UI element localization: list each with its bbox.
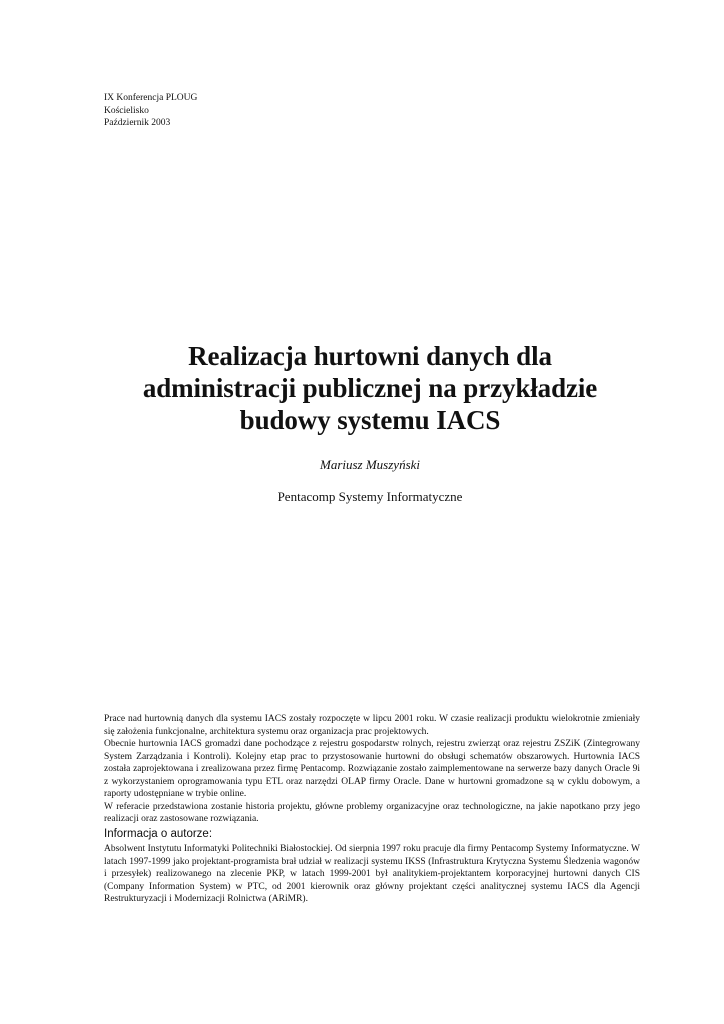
abstract-paragraph: W referacie przedstawiona zostanie historia projektu, główne problemy organizacyjne oraz technologiczne, na jakie napotkano przy jego realizacji oraz zastosowane rozwiązania. xyxy=(104,801,640,824)
author-info-text: Absolwent Instytutu Informatyki Politechniki Białostockiej. Od sierpnia 1997 roku pracuje dla firmy Pentacomp Systemy Informatyczne. W latach 1997-1999 jako projektant-programista brał udział w realizacji systemu IKSS (Infrastruktura Krytyczna Systemu Śledzenia wagonów i przesyłek) realizowanego na zlecenie PKP, w latach 1999-2001 był analitykiem-projektantem korporacyjnej hurtowni danych CIS (Company Information System) w PTC, od 2001 kierownik oraz główny projektant części analitycznej systemu IACS dla Agencji Restrukturyzacji i Modernizacji Rolnictwa (ARiMR). xyxy=(104,844,640,904)
conference-location: Kościelisko xyxy=(104,105,149,116)
author-info-heading: Informacja o autorze: xyxy=(104,828,213,840)
title-line-3: budowy systemu IACS xyxy=(239,405,501,435)
author-affiliation: Pentacomp Systemy Informatyczne xyxy=(277,489,463,504)
author-name: Mariusz Muszyński xyxy=(319,457,421,472)
title-line-1: Realizacja hurtowni danych dla xyxy=(188,341,552,371)
conference-header xyxy=(104,92,197,130)
abstract-paragraph: Obecnie hurtownia IACS gromadzi dane pochodzące z rejestru gospodarstw rolnych, rejestru zwierząt oraz rejestru ZSZiK (Zintegrowany System Zarządzania i Kontroli). Kolejny etap prac to przystosowanie hurtowni do obsługi schematów obszarowych. Hurtownia IACS została zaprojektowana i zrealizowana przez firmę Pentacomp. Rozwiązanie zostało zaimplementowane na serwerze bazy danych Oracle 9i z wykorzystaniem oprogramowania typu ETL oraz narzędzi OLAP firmy Oracle. Dane w hurtowni gromadzone są w cyklu dobowym, a raporty udostępniane w trybie online. xyxy=(104,739,640,799)
abstract-paragraph: Prace nad hurtownią danych dla systemu IACS zostały rozpoczęte w lipcu 2001 roku. W czasie realizacji produktu wielokrotnie zmieniały się założenia funkcjonalne, architektura systemu oraz organizacja prac projektowych. xyxy=(104,714,640,737)
title-line-2: administracji publicznej na przykładzie xyxy=(142,373,598,403)
conference-date: Październik 2003 xyxy=(104,118,171,128)
paper-title xyxy=(90,340,650,436)
conference-name: IX Konferencja PLOUG xyxy=(104,93,198,103)
abstract xyxy=(104,713,640,826)
